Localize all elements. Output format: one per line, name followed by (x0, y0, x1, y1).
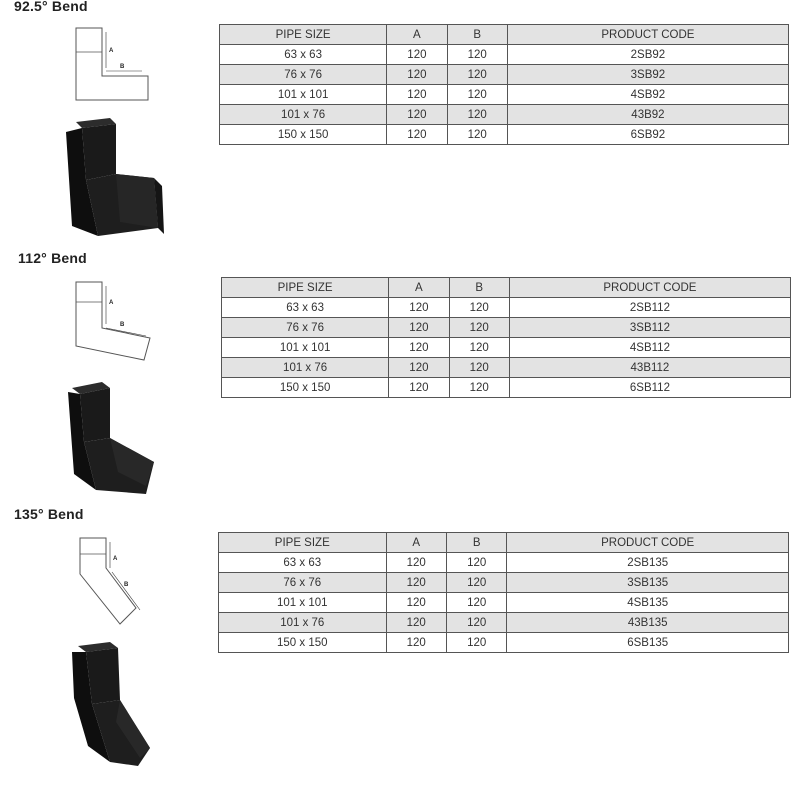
dim-b-cell: 120 (449, 358, 509, 378)
product-code-cell: 3SB135 (507, 573, 789, 593)
table-header-row (219, 533, 789, 553)
table-row (220, 105, 789, 125)
product-code-cell: 6SB135 (507, 633, 789, 653)
table-row (219, 573, 789, 593)
dim-a-cell: 120 (389, 338, 449, 358)
pipe-size-cell: 101 x 101 (220, 85, 387, 105)
bend-112-line-diagram (66, 278, 156, 362)
column-header: PIPE SIZE (222, 278, 389, 298)
dim-b-cell: 120 (446, 593, 506, 613)
table-row (219, 633, 789, 653)
dim-a-cell: 120 (389, 358, 449, 378)
bend-92-product-image (58, 116, 168, 242)
column-header: PRODUCT CODE (507, 533, 789, 553)
dim-b-cell: 120 (449, 338, 509, 358)
spec-table-135 (218, 532, 789, 653)
dim-b-cell: 120 (446, 633, 506, 653)
product-code-cell: 43B135 (507, 613, 789, 633)
dim-a-cell: 120 (386, 553, 446, 573)
pipe-size-cell: 150 x 150 (219, 633, 387, 653)
column-header: PRODUCT CODE (507, 25, 788, 45)
pipe-size-cell: 76 x 76 (222, 318, 389, 338)
column-header: A (387, 25, 447, 45)
section-112-bend (0, 252, 800, 502)
product-code-cell: 6SB92 (507, 125, 788, 145)
product-code-cell: 43B112 (509, 358, 790, 378)
dim-a-cell: 120 (389, 298, 449, 318)
product-code-cell: 4SB135 (507, 593, 789, 613)
pipe-size-cell: 63 x 63 (222, 298, 389, 318)
bend-135-line-diagram (70, 534, 160, 630)
dim-b-cell: 120 (446, 613, 506, 633)
pipe-size-cell: 101 x 76 (219, 613, 387, 633)
pipe-size-cell: 76 x 76 (219, 573, 387, 593)
product-code-cell: 43B92 (507, 105, 788, 125)
product-code-cell: 3SB112 (509, 318, 790, 338)
table-row (220, 85, 789, 105)
pipe-size-cell: 150 x 150 (220, 125, 387, 145)
dimension-a-label: A (113, 556, 118, 562)
dim-b-cell: 120 (446, 573, 506, 593)
product-code-cell: 2SB112 (509, 298, 790, 318)
dim-a-cell: 120 (389, 378, 449, 398)
bend-135-product-image (66, 638, 156, 772)
dim-b-cell: 120 (446, 553, 506, 573)
pipe-size-cell: 150 x 150 (222, 378, 389, 398)
table-row (220, 125, 789, 145)
dim-b-cell: 120 (447, 105, 507, 125)
table-row (219, 613, 789, 633)
dim-b-cell: 120 (447, 125, 507, 145)
table-row (219, 593, 789, 613)
dim-a-cell: 120 (387, 105, 447, 125)
column-header: PIPE SIZE (220, 25, 387, 45)
dim-a-cell: 120 (387, 85, 447, 105)
table-row (220, 65, 789, 85)
dimension-b-label: B (124, 582, 129, 588)
column-header: B (447, 25, 507, 45)
column-header: B (449, 278, 509, 298)
dim-b-cell: 120 (449, 318, 509, 338)
column-header: A (389, 278, 449, 298)
spec-table-112 (221, 277, 791, 398)
product-code-cell: 6SB112 (509, 378, 790, 398)
table-header-row (220, 25, 789, 45)
bend-112-product-image (62, 378, 162, 496)
dimension-a-label: A (109, 48, 114, 54)
column-header: PRODUCT CODE (509, 278, 790, 298)
pipe-size-cell: 101 x 101 (222, 338, 389, 358)
spec-table-92 (219, 24, 789, 145)
section-title: 112° Bend (18, 250, 87, 266)
dim-b-cell: 120 (449, 298, 509, 318)
pipe-size-cell: 76 x 76 (220, 65, 387, 85)
product-code-cell: 4SB112 (509, 338, 790, 358)
dim-a-cell: 120 (386, 613, 446, 633)
table-row (222, 338, 791, 358)
pipe-size-cell: 101 x 76 (222, 358, 389, 378)
dim-b-cell: 120 (449, 378, 509, 398)
dim-a-cell: 120 (389, 318, 449, 338)
section-title: 135° Bend (14, 506, 84, 522)
table-header-row (222, 278, 791, 298)
section-92-bend (0, 0, 800, 245)
dimension-b-label: B (120, 322, 125, 328)
column-header: B (446, 533, 506, 553)
dim-a-cell: 120 (387, 45, 447, 65)
bend-92-line-diagram (66, 24, 156, 104)
dimension-a-label: A (109, 300, 114, 306)
table-row (222, 358, 791, 378)
dim-a-cell: 120 (386, 593, 446, 613)
pipe-size-cell: 63 x 63 (220, 45, 387, 65)
product-code-cell: 2SB135 (507, 553, 789, 573)
table-row (222, 378, 791, 398)
dim-a-cell: 120 (387, 65, 447, 85)
column-header: PIPE SIZE (219, 533, 387, 553)
product-code-cell: 4SB92 (507, 85, 788, 105)
dim-b-cell: 120 (447, 65, 507, 85)
dim-a-cell: 120 (386, 633, 446, 653)
pipe-size-cell: 101 x 101 (219, 593, 387, 613)
section-title: 92.5° Bend (14, 0, 88, 14)
dim-b-cell: 120 (447, 85, 507, 105)
dim-a-cell: 120 (386, 573, 446, 593)
pipe-size-cell: 63 x 63 (219, 553, 387, 573)
product-code-cell: 3SB92 (507, 65, 788, 85)
section-135-bend (0, 508, 800, 800)
dim-b-cell: 120 (447, 45, 507, 65)
table-row (220, 45, 789, 65)
table-row (219, 553, 789, 573)
table-row (222, 298, 791, 318)
dimension-b-label: B (120, 64, 125, 70)
column-header: A (386, 533, 446, 553)
dim-a-cell: 120 (387, 125, 447, 145)
table-row (222, 318, 791, 338)
pipe-size-cell: 101 x 76 (220, 105, 387, 125)
product-code-cell: 2SB92 (507, 45, 788, 65)
